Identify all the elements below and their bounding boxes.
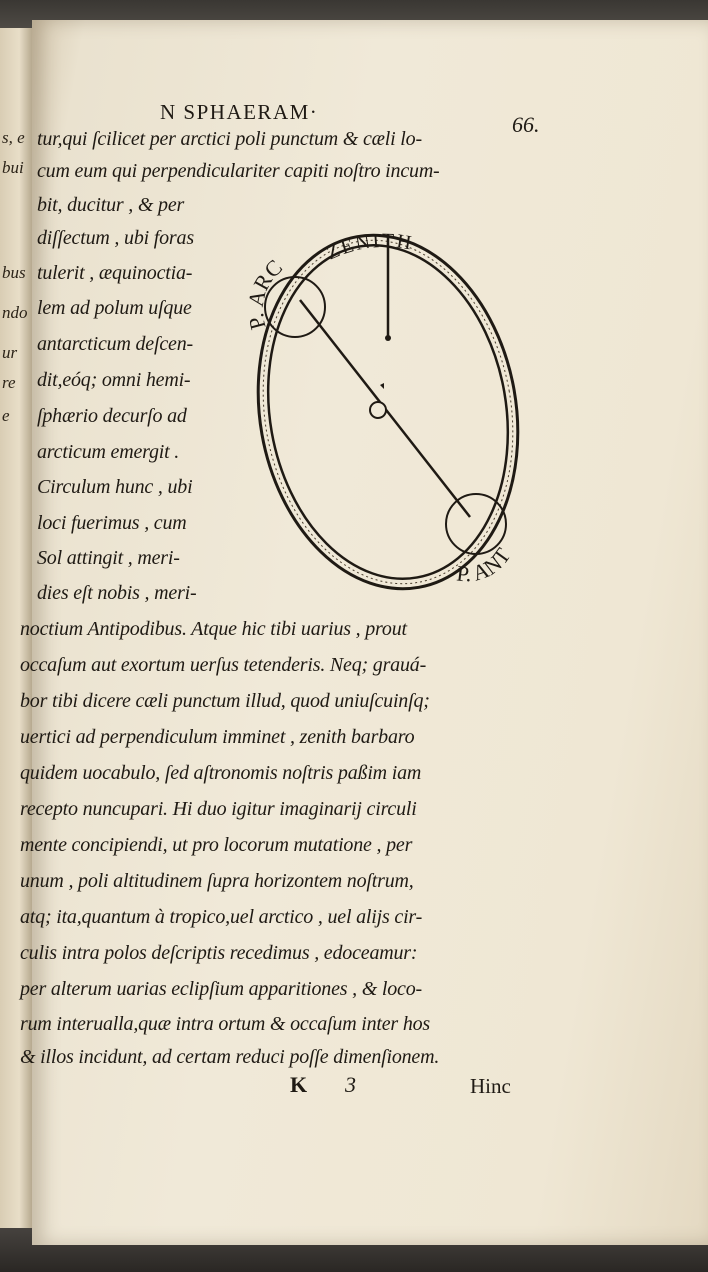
label-arctic-pole: P. ARC [242, 254, 288, 333]
text-line: rum interualla,quæ intra ortum & occaſum inter hos [20, 1013, 431, 1035]
left-fragment: ndo [2, 303, 28, 322]
center-mark [380, 383, 384, 389]
side-text-line: dies eſt nobis , meri- [37, 582, 197, 604]
side-text-line: diſſectum , ubi foras [37, 227, 194, 249]
side-text-line: loci fuerimus , cum [37, 512, 187, 534]
text-line: occaſum aut exortum uerſus tetenderis. Neq; grauá- [20, 654, 427, 676]
left-fragment: ur [2, 343, 18, 362]
text-line: cum eum qui perpendiculariter capiti noſtro incum- [37, 160, 440, 182]
earth-center [370, 402, 386, 418]
side-text-line: Sol attingit , meri- [37, 547, 180, 569]
text-line: tur,qui ſcilicet per arctici poli punctum & cæli lo- [37, 128, 422, 150]
text-line: bit, ducitur , & per [37, 194, 185, 216]
text-line: quidem uocabulo, ſed aſtronomis noſtris paßim iam [20, 762, 422, 784]
page-number: 66. [512, 112, 540, 137]
text-line: noctium Antipodibus. Atque hic tibi uarius , prout [20, 618, 407, 640]
text-line: per alterum uarias eclipſium apparitiones , & loco- [20, 978, 422, 1000]
text-line: bor tibi dicere cæli punctum illud, quod uniuſcuinſq; [20, 690, 430, 712]
running-title: N SPHAERAM· [160, 100, 319, 124]
label-zenith: ZENITH [323, 229, 415, 265]
text-line: mente concipiendi, ut pro locorum mutatione , per [20, 834, 413, 856]
left-fragment: s, e [2, 128, 25, 147]
side-text-line: ſphærio decurſo ad [37, 405, 187, 427]
text-line: recepto nuncupari. Hi duo igitur imaginarij circuli [20, 798, 417, 820]
text-line: culis intra polos deſcriptis recedimus , edoceamur: [20, 942, 418, 964]
signature-mark: K [290, 1072, 308, 1097]
sphere-diagram [238, 222, 538, 602]
zenith-point [385, 335, 391, 341]
signature-number: 3 [345, 1072, 356, 1097]
side-text-line: arcticum emergit . [37, 441, 180, 463]
side-text-line: Circulum hunc , ubi [37, 476, 193, 498]
left-fragment: e [2, 406, 10, 425]
text-line: uertici ad perpendiculum imminet , zenith barbaro [20, 726, 415, 748]
side-text-line: lem ad polum uſque [37, 297, 192, 319]
side-text-line: dit,eóq; omni hemi- [37, 369, 191, 391]
side-text-line: antarcticum deſcen- [37, 333, 193, 355]
catchword: Hinc [470, 1074, 511, 1098]
left-fragment: re [2, 373, 16, 392]
text-line: unum , poli altitudinem ſupra horizontem noſtrum, [20, 870, 414, 892]
label-antarctic-pole: P. ANT [455, 543, 516, 587]
left-fragment: bui [2, 158, 24, 177]
side-text-line: tulerit , æquinoctia- [37, 262, 193, 284]
text-line: atq; ita,quantum à tropico,uel arctico , uel alijs cir- [20, 906, 423, 928]
left-fragment: bus [2, 263, 26, 282]
text-line: & illos incidunt, ad certam reduci poſſe dimenſionem. [20, 1046, 440, 1068]
